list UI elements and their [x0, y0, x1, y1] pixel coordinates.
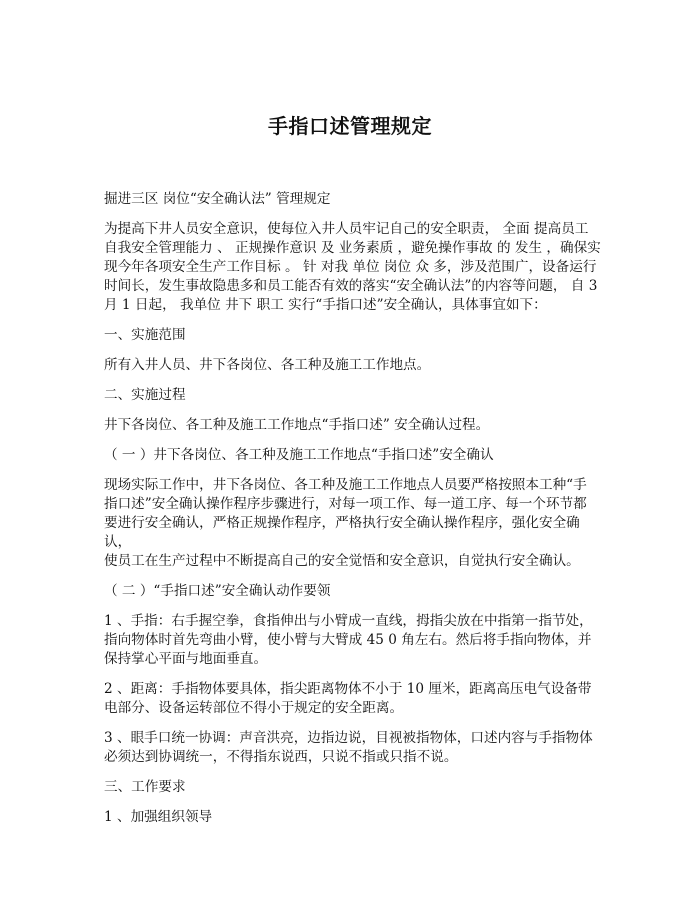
- heading-section-1: 一、实施范围: [104, 327, 186, 343]
- heading-subsection-1: （ 一 ）井下各岗位、各工种及施工工作地点“手指口述”安全确认: [104, 447, 494, 463]
- paragraph-process: 井下各岗位、各工种及施工工作地点“手指口述” 安全确认过程。: [104, 417, 490, 433]
- heading-section-3: 三、工作要求: [104, 779, 186, 795]
- document-body: [104, 190, 604, 838]
- document-title: 手指口述管理规定: [268, 114, 432, 138]
- heading-section-2: 二、实施过程: [104, 387, 186, 403]
- paragraph-subtitle: 掘进三区 岗位“安全确认法” 管理规定: [104, 191, 331, 207]
- paragraph-intro: 为提高下井人员安全意识，使每位入井人员牢记自己的安全职责， 全面 提高员工 自我安全管理能力 、 正规操作意识 及 业务素质 ，避免操作事故 的 发生 ，确保实 现今年各项安全生产工作目标 。 针 对我 单位 岗位 众 多，涉及范围广，设备运行 时间长，发生事故隐患多和员工能否有效的落实“安全确认法”的内容等问题， 自 3 月 1 日起， 我单位 井下 职工 实行“手指口述”安全确认，具体事宜如下：: [104, 221, 601, 313]
- paragraph-coordination: 3 、眼手口统一协调：声音洪亮，边指边说，目视被指物体，口述内容与手指物体 必须达到协调统一，不得指东说西，只说不指或只指不说。: [104, 730, 593, 765]
- paragraph-leadership: 1 、加强组织领导: [104, 809, 213, 825]
- paragraph-onsite: 现场实际工作中，井下各岗位、各工种及施工工作地点人员要严格按照本工种“手 指口述”安全确认操作程序步骤进行，对每一项工作、每一道工序、每一个环节都 要进行安全确认，严格正规操作程序，严格执行安全确认操作程序，强化安全确认， 使员工在生产过程中不断提高自己的安全觉悟和安全意识，自觉执行安全确认。: [104, 477, 587, 569]
- paragraph-finger: 1 、手指：右手握空拳，食指伸出与小臂成一直线，拇指尖放在中指第一指节处， 指向物体时首先弯曲小臂，使小臂与大臂成 45 0 角左右。然后将手指向物体，并 保持掌心平面与地面垂直。: [104, 613, 593, 667]
- paragraph-distance: 2 、距离：手指物体要具体，指尖距离物体不小于 10 厘米，距离高压电气设备带 电部分、设备运转部位不得小于规定的安全距离。: [104, 681, 592, 716]
- heading-subsection-2: （ 二 ）“手指口述”安全确认动作要领: [104, 583, 331, 599]
- paragraph-scope: 所有入井人员、井下各岗位、各工种及施工工作地点。: [104, 357, 431, 373]
